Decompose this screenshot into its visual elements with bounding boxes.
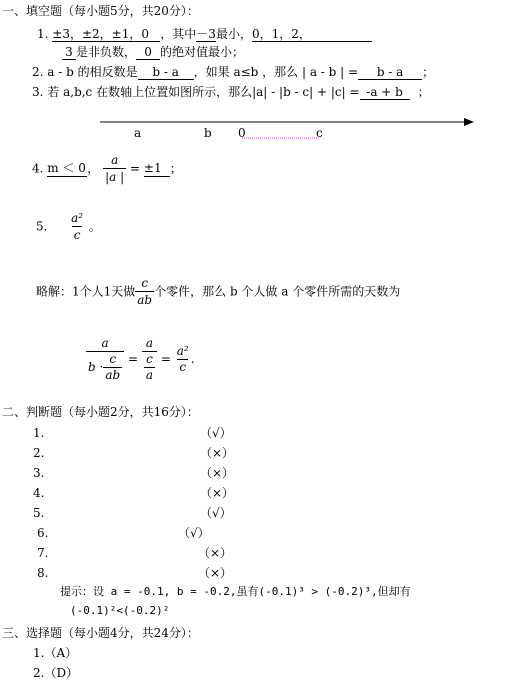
question-text: ， [87,161,100,176]
answer-blank: -a + b [360,85,410,100]
section-1-title: 一、填空题（每小题5分，共20分）： [2,4,199,18]
denominator-text: b · [88,360,104,374]
question-4 [32,152,182,185]
question-5 [36,210,101,243]
item-number: 1. [33,646,45,660]
fraction [69,210,85,243]
question-text: ； [417,85,430,99]
judge-mark-1: （√） [200,426,232,440]
item-number: 5. [33,506,45,520]
question-number: 4. [32,161,44,176]
denominator [86,351,124,383]
answer-blank: m ＜ 0 [47,161,86,175]
point-b-label: b [204,126,212,140]
denominator: ab [105,368,121,382]
item-number: 2. [33,666,45,680]
question-text: ，如果 a≤b ，那么 | a - b | = [193,65,359,79]
judge-mark-3: （×） [200,466,235,480]
section-2-title: 二、判断题（每小题2分，共16分）： [2,405,199,419]
denominator: a [145,368,154,382]
hint-text: 个零件，那么 b 个人做 a 个零件所需的天数为 [154,284,401,299]
period: . [190,352,195,366]
choice-item-1 [33,646,77,660]
fraction [86,336,124,383]
judge-hint-line-2: (-0.1)²<(-0.2)² [70,604,170,617]
answer-blank: 0 [136,45,160,60]
choice-answer: （A） [44,646,78,660]
solution-hint [36,275,400,308]
numerator: a² [176,344,189,358]
point-c-label: c [316,126,323,140]
judge-item-2 [33,446,44,460]
judge-item-3 [33,466,44,480]
answer-blank: b - a [358,65,422,80]
solution-formula [86,336,195,383]
question-text: ； [422,65,435,79]
equals-sign: = [127,352,139,366]
question-text: a - b 的相反数是 [47,65,138,79]
judge-item-8 [37,566,48,580]
item-number: 2. [33,446,45,460]
answer-blank: －3 [196,27,216,41]
item-number: 6. [37,526,49,540]
question-text: 是非负数， [76,45,137,59]
equals-sign: = [160,352,171,366]
item-number: 4. [33,486,45,500]
nested-fraction [144,352,155,383]
question-text: ； [169,161,182,176]
question-number: 2. [32,65,44,79]
denominator [142,351,157,383]
numerator: a [111,153,119,167]
judge-item-4 [33,486,44,500]
answer-blank: ±3，±2，±1，0 [52,27,160,42]
item-number: 3. [33,466,45,480]
judge-hint-line-1: 提示：设 a = -0.1, b = -0.2,虽有(-0.1)³ > (-0.2)³,但却有 [60,585,411,598]
question-3 [32,85,430,100]
arrow-icon [464,118,474,126]
choice-answer: （D） [44,666,79,680]
numerator: c [109,352,117,366]
judge-item-5 [33,506,44,520]
question-text: 。 [88,219,101,234]
question-text: 的绝对值最小； [160,45,245,59]
judge-mark-7: （×） [198,546,233,560]
fraction [142,336,157,383]
item-number: 1. [33,426,45,440]
numerator: a [101,336,109,350]
denominator: |a | [105,170,125,184]
item-number: 8. [37,566,49,580]
question-text: 若 a,b,c 在数轴上位置如图所示，那么|a| - |b - c| + |c| = [47,85,360,99]
fraction [103,152,126,185]
judge-item-6 [37,526,48,540]
point-zero-label: 0 [238,126,246,140]
answer-blank: 3 [62,45,76,60]
judge-item-1 [33,426,44,440]
fraction [135,275,154,308]
hint-text: 略解：1个人1天做 [36,284,136,299]
question-number: 3. [32,85,44,99]
point-a-label: a [134,126,142,140]
fraction [175,344,191,375]
number-line-diagram [96,112,476,142]
judge-mark-8: （×） [198,566,233,580]
question-number: 1. [37,27,49,41]
choice-item-2 [33,666,78,680]
equals-sign: = [130,161,141,176]
answer-blank: ±1 [144,160,170,177]
judge-mark-6: （√） [178,526,210,540]
judge-mark-2: （×） [200,446,235,460]
numerator: a² [71,211,84,225]
judge-item-7 [37,546,48,560]
answer-blank: 0，1，2， [252,27,372,42]
numerator: a [145,336,154,350]
section-3-title: 三、选择题（每小题4分，共24分）： [2,626,199,640]
nested-fraction [103,352,122,383]
question-number: 5. [36,219,48,234]
denominator: c [73,228,81,242]
judge-mark-4: （×） [200,486,235,500]
question-2 [32,65,434,80]
question-1-line-1 [37,27,372,42]
answer-blank: b - a [138,65,194,80]
judge-mark-5: （√） [200,506,232,520]
numerator: c [146,352,153,366]
question-1-line-2 [62,45,244,60]
question-text: ，其中 [160,27,197,41]
item-number: 7. [37,546,49,560]
numerator: c [141,276,149,290]
denominator: c [179,360,187,374]
denominator: ab [137,293,153,307]
question-text: 最小， [215,27,252,41]
